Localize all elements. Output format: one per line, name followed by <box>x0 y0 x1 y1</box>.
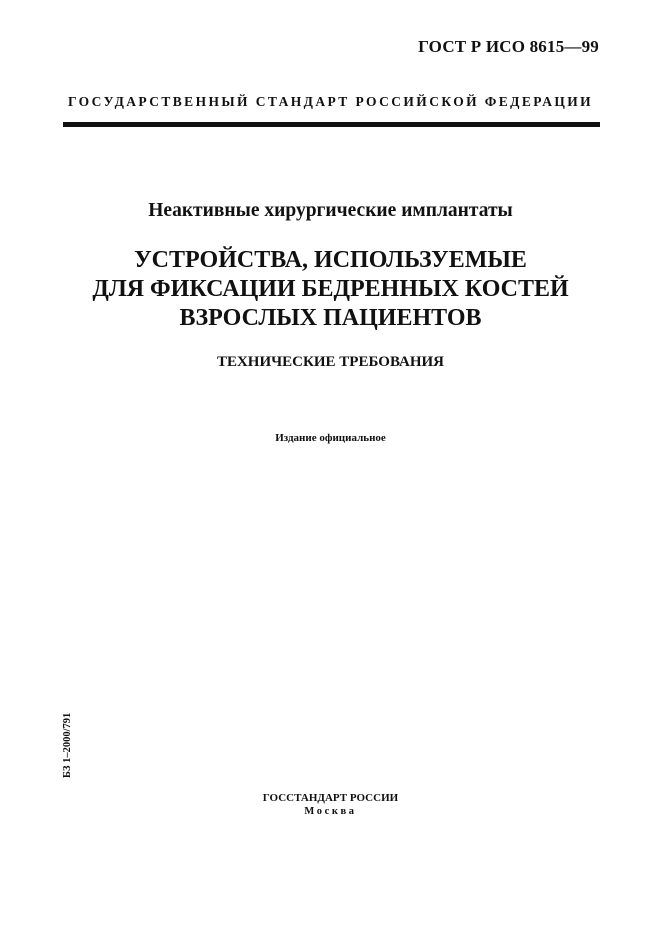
standard-code: ГОСТ Р ИСО 8615—99 <box>418 37 599 56</box>
title-line-3: ВЗРОСЛЫХ ПАЦИЕНТОВ <box>179 305 482 331</box>
document-title <box>0 246 661 333</box>
side-registration-code: БЗ 1–2000/791 <box>62 712 73 778</box>
title-line-1: УСТРОЙСТВА, ИСПОЛЬЗУЕМЫЕ <box>134 247 527 273</box>
document-subtitle: ТЕХНИЧЕСКИЕ ТРЕБОВАНИЯ <box>216 354 445 370</box>
document-subject: Неактивные хирургические имплантаты <box>148 200 513 221</box>
publication-city: Москва <box>304 806 357 817</box>
header-rule <box>63 122 600 127</box>
title-line-2: ДЛЯ ФИКСАЦИИ БЕДРЕННЫХ КОСТЕЙ <box>92 276 569 302</box>
publisher: ГОССТАНДАРТ РОССИИ <box>262 792 399 804</box>
edition-note: Издание официальное <box>275 432 386 444</box>
issuing-authority: ГОСУДАРСТВЕННЫЙ СТАНДАРТ РОССИЙСКОЙ ФЕДЕРАЦИИ <box>67 94 594 109</box>
